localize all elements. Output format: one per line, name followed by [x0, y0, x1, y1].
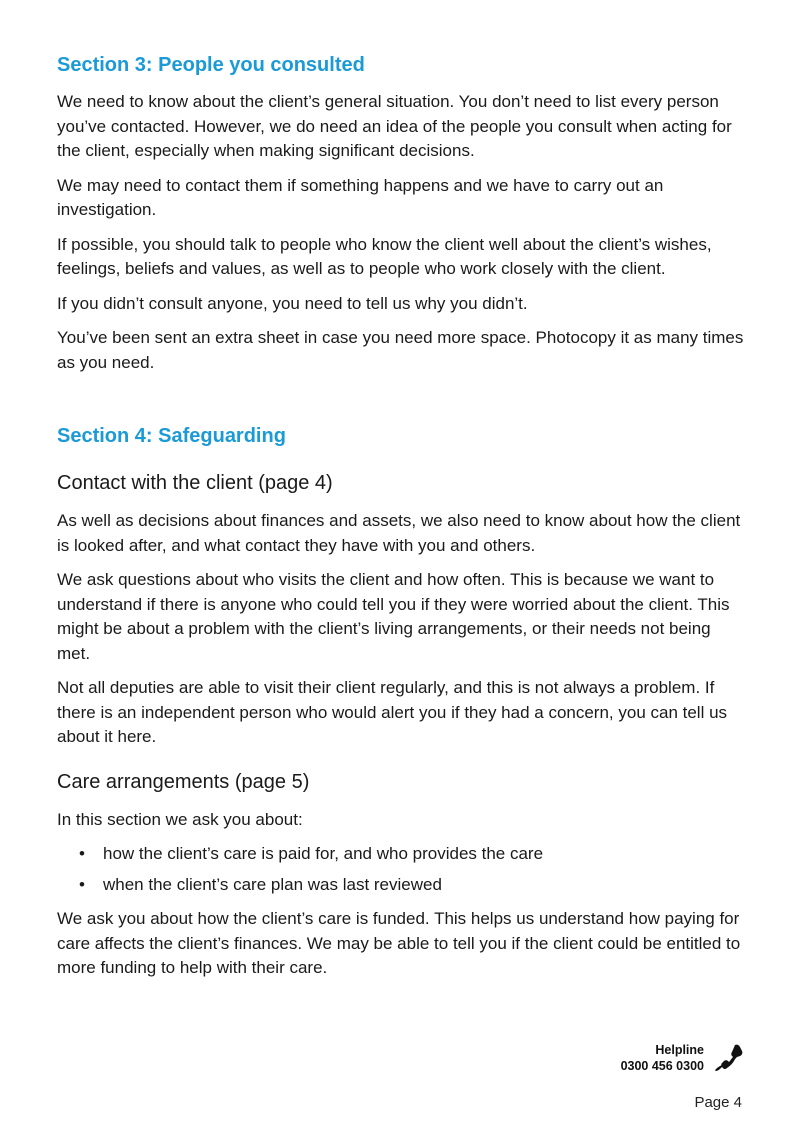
- phone-icon: [714, 1042, 744, 1074]
- bullet-icon: •: [79, 874, 85, 894]
- contact-heading: Contact with the client (page 4): [57, 472, 333, 494]
- paragraph: If possible, you should talk to people who know the client well about the client’s wishes, feelings, beliefs and values, as well as to people who work closely with the client.: [57, 234, 712, 278]
- section-3-title: Section 3: People you consulted: [57, 54, 365, 76]
- care-heading: Care arrangements (page 5): [57, 770, 310, 793]
- section-4-title: Section 4: Safeguarding: [57, 425, 286, 447]
- helpline-label: Helpline: [655, 1043, 704, 1057]
- list-item-text: when the client’s care plan was last reviewed: [103, 874, 442, 894]
- section-4: [57, 421, 747, 981]
- care-intro: In this section we ask you about:: [57, 809, 303, 829]
- bullet-icon: •: [79, 844, 85, 863]
- paragraph: You’ve been sent an extra sheet in case you need more space. Photocopy it as many times as you need.: [57, 328, 744, 372]
- page-number: Page 4: [694, 1094, 742, 1111]
- care-bullet-list: [57, 842, 747, 897]
- document-page: [57, 50, 747, 991]
- list-item-text: how the client’s care is paid for, and who provides the care: [103, 844, 544, 863]
- paragraph: We ask questions about who visits the client and how often. This is because we want to understand if there is anyone who could tell you if they were worried about the client. This might be about a problem with the client’s living arrangements, or their needs not being met.: [57, 570, 730, 663]
- care-closing: We ask you about how the client’s care is funded. This helps us understand how paying for care affects the client’s finances. We may be able to tell you if the client could be entitled to more funding to help with their care.: [57, 909, 741, 977]
- paragraph: Not all deputies are able to visit their client regularly, and this is not always a problem. If there is an independent person who would alert you if they had a concern, you can tell us about it here.: [57, 678, 728, 746]
- paragraph: If you didn’t consult anyone, you need to tell us why you didn’t.: [57, 293, 528, 313]
- helpline-number[interactable]: 0300 456 0300: [620, 1059, 704, 1073]
- paragraph: We may need to contact them if something happens and we have to carry out an investigation.: [57, 175, 664, 219]
- helpline-info: [621, 1042, 704, 1074]
- paragraph: We need to know about the client’s general situation. You don’t need to list every person you’ve contacted. However, we do need an idea of the people you consult when acting for the client, especially when making significant decisions.: [57, 92, 732, 160]
- list-item: [79, 842, 747, 867]
- list-item: [79, 873, 747, 898]
- section-3: [57, 50, 747, 375]
- paragraph: As well as decisions about finances and assets, we also need to know about how the client is looked after, and what contact they have with you and others.: [57, 511, 741, 555]
